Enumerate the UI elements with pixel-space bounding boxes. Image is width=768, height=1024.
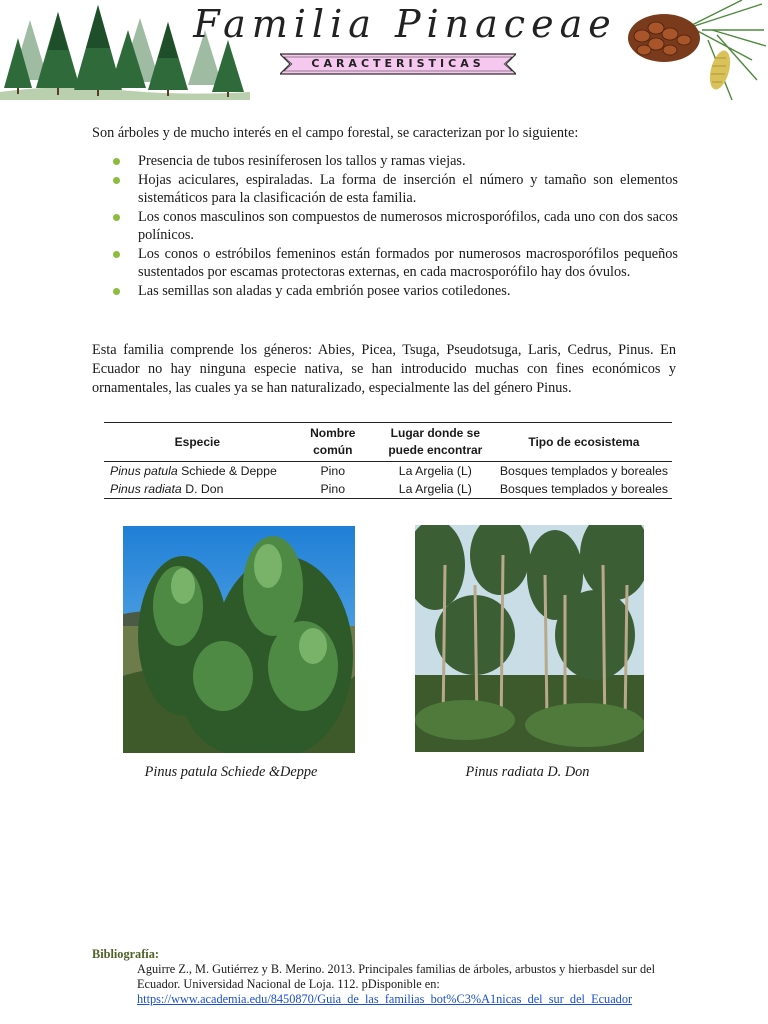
bullet-icon bbox=[113, 214, 120, 221]
list-item: Las semillas son aladas y cada embrión posee varios cotiledones. bbox=[110, 282, 678, 300]
column-header: Lugar donde se puede encontrar bbox=[375, 423, 496, 462]
species-cell: Pinus patula Schiede & Deppe bbox=[110, 464, 277, 478]
table-row bbox=[104, 480, 672, 499]
pinus-radiata-photo bbox=[415, 525, 644, 752]
intro-text: Son árboles y de mucho interés en el campo forestal, se caracterizan por lo siguiente: bbox=[92, 125, 579, 141]
bibliography-title: Bibliografía: bbox=[92, 947, 159, 961]
species-cell: Pinus radiata D. Don bbox=[104, 480, 291, 499]
place-cell: La Argelia (L) bbox=[375, 480, 496, 499]
species-table bbox=[104, 422, 672, 499]
bullet-icon bbox=[113, 251, 120, 258]
list-item: Presencia de tubos resiníferosen los tallos y ramas viejas. bbox=[110, 152, 678, 170]
bullet-icon bbox=[113, 288, 120, 295]
common-name-cell: Pino bbox=[320, 464, 346, 478]
column-header: Especie bbox=[104, 423, 291, 462]
bullet-icon bbox=[113, 177, 120, 184]
ribbon-label: CARACTERISTICAS bbox=[311, 57, 485, 70]
photo-caption: Pinus radiata D. Don bbox=[465, 764, 590, 780]
genera-paragraph: Esta familia comprende los géneros: Abies, Picea, Tsuga, Pseudotsuga, Laris, Cedrus, Pinus. En Ecuador no hay ninguna especie nativa, se han introducido muchas con fines económicos y ornamentales, las cuales ya se han naturalizado, especialmente las del género Pinus. bbox=[92, 342, 676, 396]
pinus-patula-photo bbox=[123, 526, 355, 753]
bibliography-link[interactable]: https://www.academia.edu/8450870/Guia_de_las_familias_bot%C3%A1nicas_del_sur_del_Ecuador bbox=[137, 992, 633, 1006]
section-ribbon bbox=[280, 52, 516, 76]
page-header bbox=[0, 0, 768, 110]
ecosystem-cell: Bosques templados y boreales bbox=[499, 464, 668, 478]
page-title: Familia Pinaceae bbox=[193, 2, 617, 46]
table-header-row bbox=[104, 423, 672, 462]
list-item: Hojas aciculares, espiraladas. La forma de inserción el número y tamaño son elementos sistemáticos para la clasificación de esta familia. bbox=[110, 171, 678, 207]
place-cell: La Argelia (L) bbox=[398, 464, 472, 478]
column-header: Tipo de ecosistema bbox=[496, 423, 672, 462]
photo-caption: Pinus patula Schiede &Deppe bbox=[144, 764, 318, 780]
features-list bbox=[110, 152, 678, 301]
table-row bbox=[104, 462, 672, 481]
common-name-cell: Pino bbox=[291, 480, 375, 499]
bibliography-text: Aguirre Z., M. Gutiérrez y B. Merino. 2013. Principales familias de árboles, arbustos y hierbasdel sur del Ecuador. Universidad Nacional de Loja. 112. pDisponible en: bbox=[137, 962, 656, 991]
list-item: Los conos o estróbilos femeninos están formados por numerosos macrosporófilos pequeños sustentados por escamas protectoras externas, en cada macrosporófilo hay dos óvulos. bbox=[110, 245, 678, 281]
column-header: Nombre común bbox=[291, 423, 375, 462]
ecosystem-cell: Bosques templados y boreales bbox=[496, 480, 672, 499]
pinecone-illustration bbox=[622, 0, 768, 110]
bullet-icon bbox=[113, 158, 120, 165]
list-item: Los conos masculinos son compuestos de numerosos microsporófilos, cada uno con dos sacos polínicos. bbox=[110, 208, 678, 244]
